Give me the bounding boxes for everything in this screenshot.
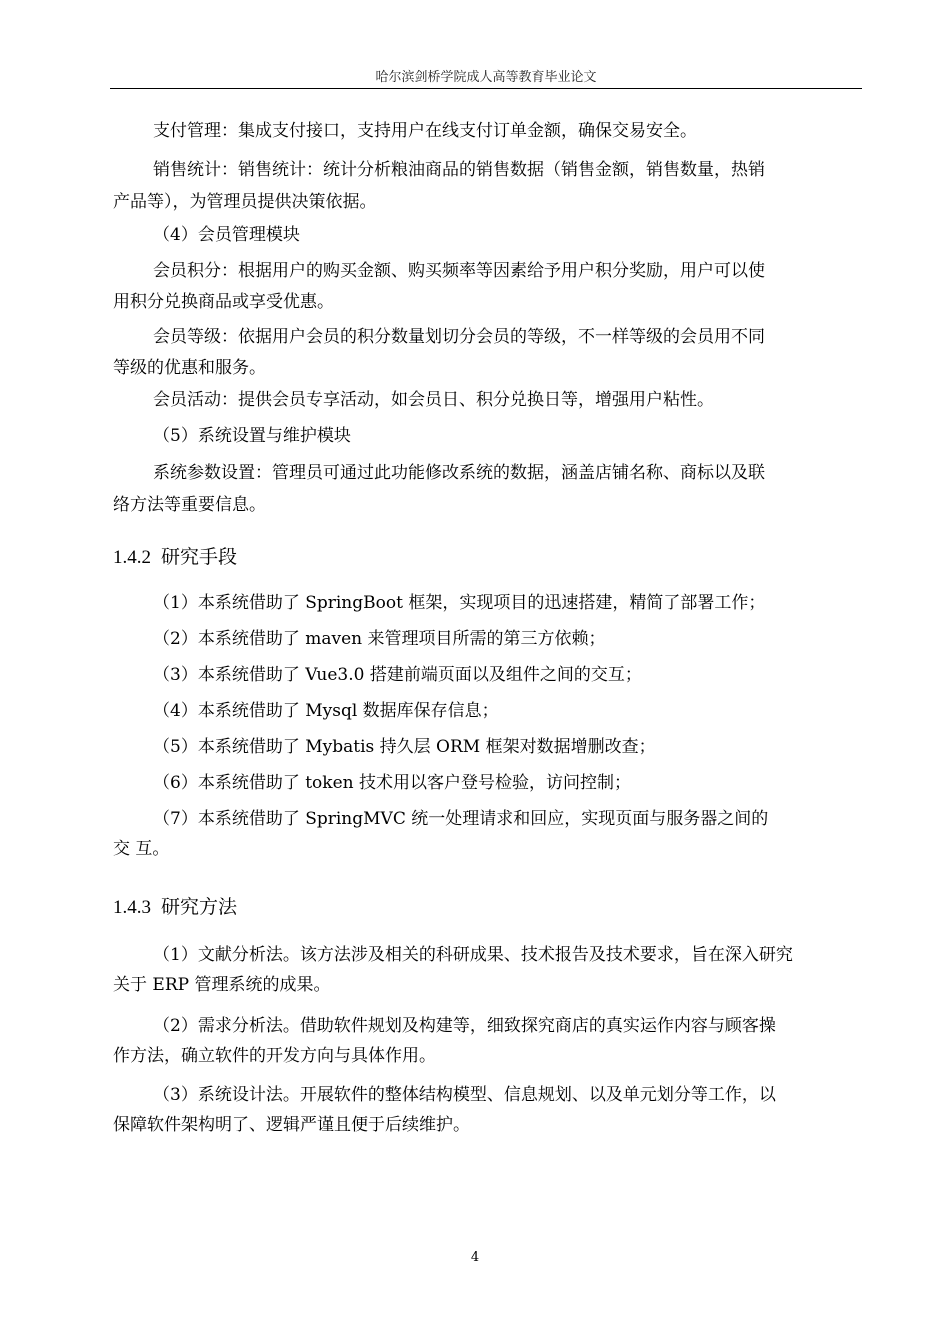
- method-2-line1: （2）需求分析法。借助软件规划及构建等，细致探究商店的真实运作内容与顾客操: [153, 1016, 776, 1036]
- paragraph-points-line1: 会员积分：根据用户的购买金额、购买频率等因素给予用户积分奖励，用户可以使: [153, 261, 765, 281]
- paragraph-payment: 支付管理：集成支付接口，支持用户在线支付订单金额，确保交易安全。: [153, 121, 697, 141]
- paragraph-activity: 会员活动：提供会员专享活动，如会员日、积分兑换日等，增强用户粘性。: [153, 390, 714, 410]
- list-item-continuation: 交 互。: [113, 839, 170, 859]
- method-3-line1: （3）系统设计法。开展软件的整体结构模型、信息规划、以及单元划分等工作，以: [153, 1085, 776, 1105]
- list-item: （4）本系统借助了 Mysql 数据库保存信息；: [153, 701, 499, 721]
- header-rule: [110, 88, 862, 89]
- paragraph-points-line2: 用积分兑换商品或享受优惠。: [113, 292, 334, 312]
- section-title: 研究方法: [161, 896, 238, 918]
- page-number: 4: [470, 1250, 480, 1265]
- paragraph-sales-line2: 产品等），为管理员提供决策依据。: [113, 192, 377, 212]
- paragraph-level-line2: 等级的优惠和服务。: [113, 358, 266, 378]
- running-header: 哈尔滨剑桥学院成人高等教育毕业论文: [375, 70, 597, 85]
- paragraph-sales-line1: 销售统计：销售统计：统计分析粮油商品的销售数据（销售金额，销售数量，热销: [153, 160, 765, 180]
- list-item: （5）本系统借助了 Mybatis 持久层 ORM 框架对数据增删改查；: [153, 737, 656, 757]
- list-item: （6）本系统借助了 token 技术用以客户登号检验，访问控制；: [153, 773, 631, 793]
- section-number: 1.4.3: [113, 897, 151, 918]
- list-item: （3）本系统借助了 Vue3.0 搭建前端页面以及组件之间的交互；: [153, 665, 642, 685]
- list-item: （2）本系统借助了 maven 来管理项目所需的第三方依赖；: [153, 629, 606, 649]
- section-number: 1.4.2: [113, 547, 151, 568]
- paragraph-level-line1: 会员等级：依据用户会员的积分数量划切分会员的等级，不一样等级的会员用不同: [153, 327, 765, 347]
- section-heading-1-4-2: [113, 544, 237, 571]
- list-item: （7）本系统借助了 SpringMVC 统一处理请求和回应，实现页面与服务器之间的: [153, 809, 769, 829]
- method-1-line1: （1）文献分析法。该方法涉及相关的科研成果、技术报告及技术要求，旨在深入研究: [153, 945, 793, 965]
- paragraph-settings-line1: 系统参数设置：管理员可通过此功能修改系统的数据，涵盖店铺名称、商标以及联: [153, 463, 765, 483]
- method-2-line2: 作方法，确立软件的开发方向与具体作用。: [113, 1046, 436, 1066]
- module-5-heading: （5）系统设置与维护模块: [153, 426, 351, 446]
- method-1-line2: 关于 ERP 管理系统的成果。: [113, 975, 331, 995]
- list-item: （1）本系统借助了 SpringBoot 框架，实现项目的迅速搭建，精简了部署工作；: [153, 593, 766, 613]
- module-4-heading: （4）会员管理模块: [153, 225, 300, 245]
- section-heading-1-4-3: [113, 894, 237, 921]
- section-title: 研究手段: [161, 546, 238, 568]
- paragraph-settings-line2: 络方法等重要信息。: [113, 495, 266, 515]
- method-3-line2: 保障软件架构明了、逻辑严谨且便于后续维护。: [113, 1115, 470, 1135]
